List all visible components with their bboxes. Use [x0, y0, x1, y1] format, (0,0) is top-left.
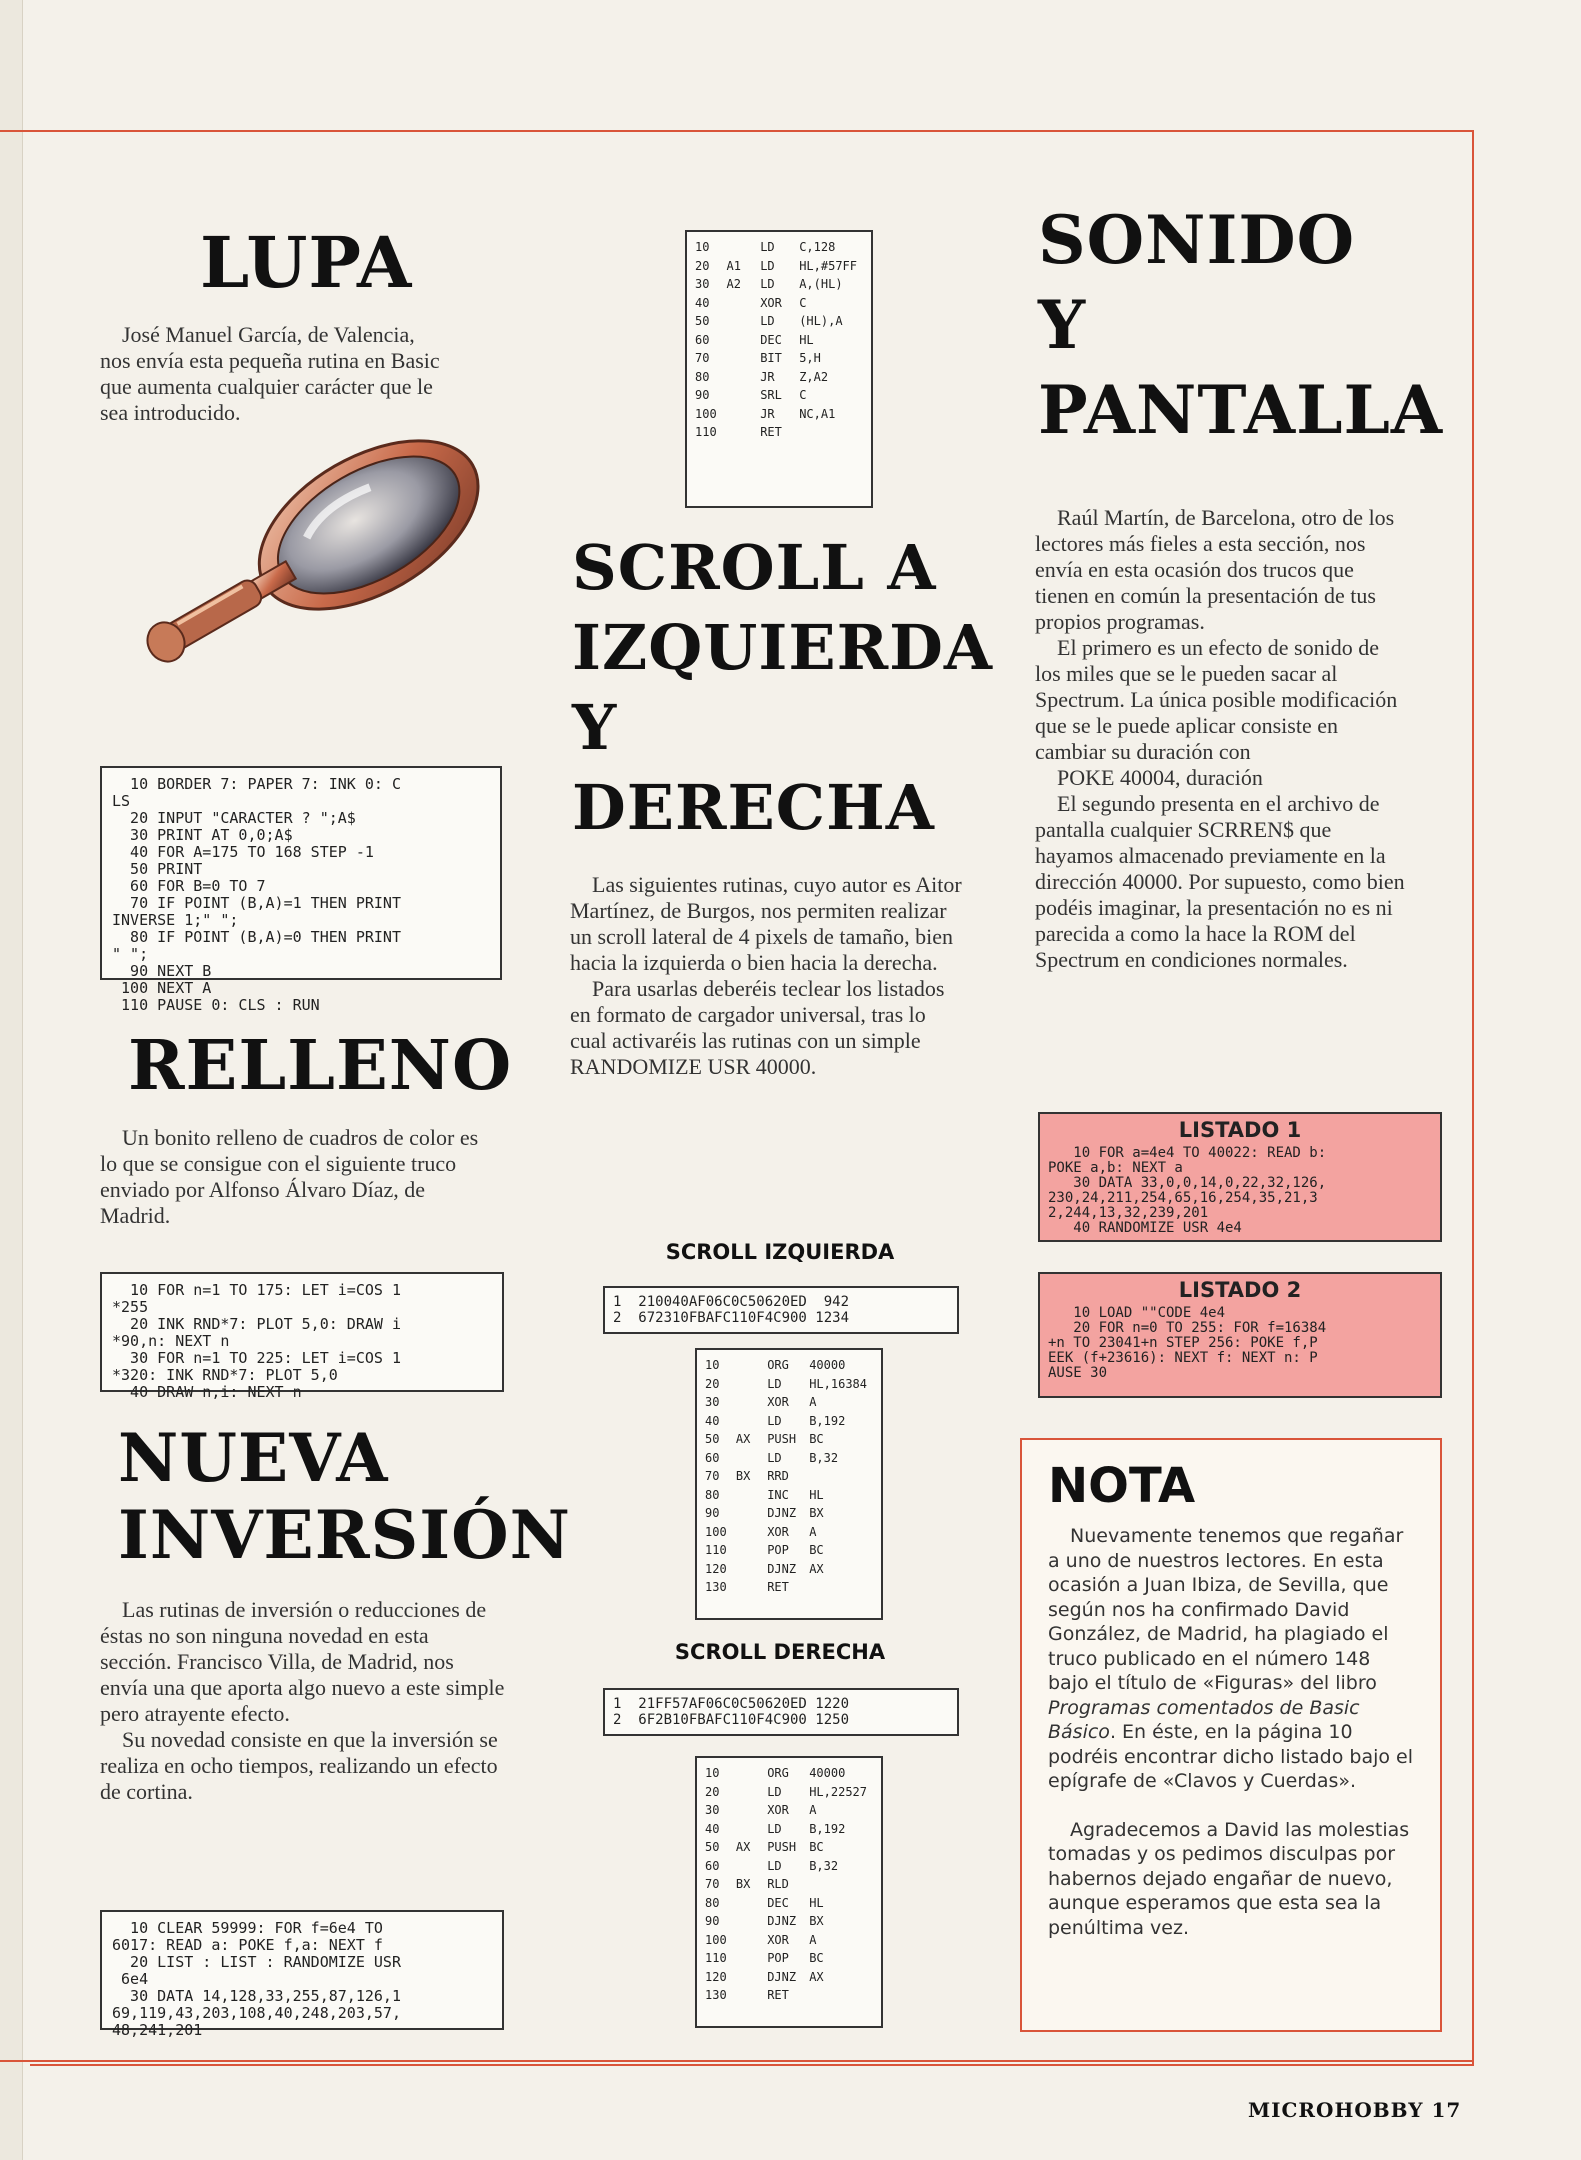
asm-cell: BX	[735, 1877, 751, 1891]
asm-cell: LD	[767, 1450, 782, 1465]
asm-line	[695, 312, 863, 331]
sonido-paragraph-1: Raúl Martín, de Barcelona, otro de los lectores más fieles a esta sección, nos envía en esta ocasión dos trucos que tienen en común la presentación de tus propios programas.	[1035, 505, 1395, 634]
asm-cell: BC	[809, 1951, 824, 1965]
inversion-listing: 10 CLEAR 59999: FOR f=6e4 TO 6017: READ a: POKE f,a: NEXT f 20 LIST : LIST : RANDOMIZE USR 6e4 30 DATA 14,128,33,255,87,126,1 69,119,43,203,108,40,248,203,57, 48,241,201	[100, 1910, 504, 2030]
asm-cell: ORG	[767, 1766, 789, 1780]
asm-cell: 50	[695, 314, 710, 328]
asm-cell	[727, 423, 761, 442]
sonido-paragraph-3: POKE 40004, duración	[1057, 765, 1263, 790]
listado2-box	[1038, 1272, 1442, 1398]
asm-cell: RET	[767, 1580, 789, 1594]
asm-cell: B,32	[809, 1450, 839, 1465]
asm-cell	[727, 238, 761, 257]
asm-cell: 10	[705, 1766, 720, 1780]
asm-cell: RRD	[767, 1469, 789, 1483]
asm-cell: LD	[760, 314, 775, 328]
nota-body	[1048, 1524, 1414, 1940]
asm-cell: AX	[735, 1432, 751, 1446]
asm-cell: AX	[735, 1840, 751, 1854]
asm-cell: LD	[767, 1376, 782, 1391]
lupa-listing: 10 BORDER 7: PAPER 7: INK 0: C LS 20 INPUT "CARACTER ? ";A$ 30 PRINT AT 0,0;A$ 40 FOR A=175 TO 168 STEP -1 50 PRINT 60 FOR B=0 TO 7 70 IF POINT (B,A)=1 THEN PRINT INVERSE 1;" "; 80 IF POINT (B,A)=0 THEN PRINT " "; 90 NEXT B 100 NEXT A 110 PAUSE 0: CLS : RUN	[100, 766, 502, 980]
asm-listing-scroll-right	[695, 1756, 883, 2028]
asm-cell: XOR	[760, 295, 782, 310]
scroll-title-line4: DERECHA	[572, 771, 935, 844]
asm-cell: ORG	[767, 1358, 789, 1372]
asm-cell: HL	[799, 332, 814, 347]
nota-book-title: Programas comentados de Basic Básico	[1048, 1696, 1360, 1743]
asm-cell: A	[809, 1803, 817, 1817]
asm-cell: SRL	[760, 388, 782, 402]
asm-line	[705, 1801, 873, 1820]
asm-cell: 120	[705, 1561, 727, 1576]
asm-cell: XOR	[767, 1803, 789, 1817]
asm-cell	[736, 1820, 767, 1839]
scroll-paragraph-2: Para usarlas deberéis teclear los listados en formato de cargador universal, tras lo cual activaréis las rutinas con un simple RANDOMIZE USR 40000.	[570, 976, 945, 1079]
asm-cell: LD	[767, 1784, 782, 1799]
asm-cell	[736, 1412, 767, 1431]
asm-line	[705, 1541, 873, 1560]
asm-cell: (HL),A	[799, 314, 843, 328]
asm-line	[695, 368, 863, 387]
asm-line	[705, 1393, 873, 1412]
asm-line	[705, 1931, 873, 1950]
asm-cell: 70	[705, 1877, 720, 1891]
asm-cell: NC,A1	[799, 406, 836, 421]
scroll-title-line2: IZQUIERDA	[572, 611, 993, 684]
asm-cell	[736, 1449, 767, 1468]
scroll-left-label: SCROLL IZQUIERDA	[665, 1240, 895, 1264]
asm-cell	[736, 1894, 767, 1913]
nota-box	[1020, 1438, 1442, 2032]
asm-cell: INC	[767, 1487, 789, 1502]
asm-cell	[736, 1801, 767, 1820]
sonido-title-line1: SONIDO	[1038, 201, 1356, 279]
asm-line	[705, 1783, 873, 1802]
asm-cell: PUSH	[767, 1432, 797, 1446]
asm-cell: 40	[695, 295, 710, 310]
lupa-paragraph: José Manuel García, de Valencia, nos envía esta pequeña rutina en Basic que aumenta cualquier carácter que le sea introducido.	[100, 322, 440, 425]
asm-cell: 30	[695, 277, 710, 291]
asm-line	[705, 1968, 873, 1987]
listado2-title: LISTADO 2	[1178, 1278, 1302, 1302]
asm-cell: A	[809, 1932, 817, 1947]
listado1-code: 10 FOR a=4e4 TO 40022: READ b: POKE a,b: NEXT a 30 DATA 33,0,0,14,0,22,32,126, 230,24,211,254,65,16,254,35,21,3 2,244,13,32,239,201 40 RANDOMIZE USR 4e4	[1048, 1145, 1327, 1236]
asm-cell: BC	[809, 1432, 824, 1446]
asm-cell: 110	[705, 1543, 727, 1557]
asm-line	[695, 349, 863, 368]
asm-cell: A	[809, 1395, 817, 1409]
asm-cell: HL	[809, 1487, 824, 1502]
asm-cell: BC	[809, 1840, 824, 1854]
page-gutter	[0, 0, 23, 2160]
asm-line	[705, 1504, 873, 1523]
scroll-title-line3: Y	[572, 691, 618, 764]
asm-cell: B,192	[809, 1413, 846, 1428]
asm-line	[705, 1986, 873, 2005]
asm-cell: 10	[695, 240, 710, 254]
asm-line	[705, 1949, 873, 1968]
sonido-paragraph-4: El segundo presenta en el archivo de pantalla cualquier SCRREN$ que hayamos almacenado previamente en la dirección 40000. Por supuesto, como bien podéis imaginar, la presentación no es ni parecida a como la hace la ROM del Spectrum en condiciones normales.	[1035, 791, 1405, 972]
asm-cell: XOR	[767, 1932, 789, 1947]
inversion-title-line1: NUEVA	[118, 1419, 389, 1497]
asm-line	[695, 331, 863, 350]
asm-line	[705, 1894, 873, 1913]
asm-cell	[727, 331, 761, 350]
asm-cell: 20	[695, 258, 710, 273]
asm-line	[695, 275, 863, 294]
asm-cell: JR	[760, 406, 775, 421]
asm-cell: 60	[705, 1450, 720, 1465]
asm-cell: 60	[705, 1858, 720, 1873]
asm-cell	[736, 1764, 767, 1783]
asm-listing-scroll-left	[695, 1348, 883, 1620]
scroll-body	[570, 872, 965, 1080]
asm-cell	[799, 423, 863, 442]
asm-line	[705, 1375, 873, 1394]
asm-cell: 90	[705, 1914, 720, 1928]
asm-line	[705, 1430, 873, 1449]
asm-line	[705, 1875, 873, 1894]
asm-cell: 120	[705, 1969, 727, 1984]
asm-cell: AX	[809, 1561, 824, 1576]
scroll-left-hex: 1 210040AF06C0C50620ED 942 2 672310FBAFC110F4C900 1234	[603, 1286, 959, 1334]
asm-line	[695, 238, 863, 257]
asm-cell	[809, 1875, 873, 1894]
asm-cell: RET	[767, 1988, 789, 2002]
asm-cell: LD	[767, 1858, 782, 1873]
asm-cell	[736, 1560, 767, 1579]
asm-cell	[727, 349, 761, 368]
asm-cell: LD	[767, 1413, 782, 1428]
asm-cell: 100	[695, 406, 717, 421]
asm-cell: 20	[705, 1376, 720, 1391]
asm-cell: A1	[726, 258, 741, 273]
asm-cell: 70	[695, 351, 710, 365]
asm-cell: POP	[767, 1951, 789, 1965]
asm-cell	[736, 1486, 767, 1505]
asm-line	[705, 1356, 873, 1375]
asm-cell: C	[799, 388, 807, 402]
relleno-paragraph: Un bonito relleno de cuadros de color es lo que se consigue con el siguiente truco enviado por Alfonso Álvaro Díaz, de Madrid.	[100, 1125, 479, 1228]
sonido-title-line2: Y	[1038, 286, 1087, 364]
sonido-body	[1035, 505, 1405, 973]
asm-cell	[736, 1986, 767, 2005]
asm-line	[705, 1523, 873, 1542]
asm-line	[705, 1764, 873, 1783]
asm-cell: 50	[705, 1840, 720, 1854]
nota-title: NOTA	[1048, 1458, 1196, 1514]
asm-cell: 40000	[809, 1766, 846, 1780]
asm-line	[705, 1486, 873, 1505]
inversion-body	[100, 1597, 505, 1805]
asm-cell: 30	[705, 1803, 720, 1817]
inversion-paragraph-2: Su novedad consiste en que la inversión se realiza en ocho tiempos, realizando un efecto de cortina.	[100, 1727, 498, 1804]
listado2-code: 10 LOAD ""CODE 4e4 20 FOR n=0 TO 255: FOR f=16384 +n TO 23041+n STEP 256: POKE f,P EEK (f+23616): NEXT f: NEXT n: P AUSE 30	[1048, 1305, 1327, 1381]
asm-cell: 110	[705, 1951, 727, 1965]
asm-cell: A	[809, 1524, 817, 1539]
asm-cell	[809, 1467, 873, 1486]
asm-cell	[736, 1949, 767, 1968]
inversion-paragraph-1: Las rutinas de inversión o reducciones de éstas no son ninguna novedad en esta sección. Francisco Villa, de Madrid, nos envía una que aporta algo nuevo a este simple pero atrayente efecto.	[100, 1597, 505, 1726]
asm-table	[705, 1356, 873, 1597]
asm-cell: 10	[705, 1358, 720, 1372]
frame-bottom-rule	[0, 2060, 1474, 2062]
asm-line	[695, 386, 863, 405]
asm-cell	[736, 1968, 767, 1987]
nota-paragraph-2: Agradecemos a David las molestias tomadas y os pedimos disculpas por habernos dejado engañar de nuevo, aunque esperamos que esta sea la penúltima vez.	[1048, 1818, 1410, 1939]
asm-line	[695, 405, 863, 424]
asm-cell: 20	[705, 1784, 720, 1799]
asm-cell: JR	[760, 369, 775, 384]
asm-line	[705, 1820, 873, 1839]
asm-cell: RLD	[767, 1877, 789, 1891]
asm-cell: LD	[767, 1821, 782, 1836]
asm-table	[695, 238, 863, 442]
asm-cell	[736, 1857, 767, 1876]
scroll-right-hex: 1 21FF57AF06C0C50620ED 1220 2 6F2B10FBAFC110F4C900 1250	[603, 1688, 959, 1736]
asm-line	[705, 1838, 873, 1857]
asm-cell: LD	[760, 277, 775, 291]
asm-cell: C,128	[799, 240, 836, 254]
asm-cell: BIT	[760, 351, 782, 365]
asm-cell: 80	[705, 1895, 720, 1910]
relleno-title: RELLENO	[128, 1026, 513, 1106]
asm-cell: HL,#57FF	[799, 258, 857, 273]
lupa-title: LUPA	[200, 221, 413, 304]
scroll-paragraph-1: Las siguientes rutinas, cuyo autor es Aitor Martínez, de Burgos, nos permiten realizar un scroll lateral de 4 pixels de tamaño, bien hacia la izquierda o bien hacia la derecha.	[570, 872, 962, 975]
asm-cell: DJNZ	[767, 1914, 797, 1928]
sonido-title-line3: PANTALLA	[1038, 371, 1444, 449]
asm-cell: 40	[705, 1821, 720, 1836]
asm-cell: XOR	[767, 1524, 789, 1539]
asm-cell: DJNZ	[767, 1969, 797, 1984]
asm-cell: HL,22527	[809, 1784, 867, 1799]
asm-cell: 80	[705, 1487, 720, 1502]
lupa-body	[100, 322, 440, 426]
asm-line	[705, 1578, 873, 1597]
asm-cell: A,(HL)	[799, 277, 843, 291]
asm-cell: BX	[809, 1914, 824, 1928]
asm-cell: Z,A2	[799, 369, 829, 384]
asm-cell: 40	[705, 1413, 720, 1428]
asm-cell: 50	[705, 1432, 720, 1446]
asm-cell: 30	[705, 1395, 720, 1409]
asm-cell: POP	[767, 1543, 789, 1557]
asm-cell: 100	[705, 1524, 727, 1539]
asm-cell	[736, 1912, 767, 1931]
asm-cell	[727, 386, 761, 405]
listado1-box	[1038, 1112, 1442, 1242]
inversion-title-line2: INVERSIÓN	[118, 1496, 571, 1574]
magnifying-glass-icon	[100, 420, 520, 720]
asm-cell	[736, 1578, 767, 1597]
asm-cell	[727, 368, 761, 387]
asm-cell: HL,16384	[809, 1376, 867, 1391]
asm-cell: 90	[695, 388, 710, 402]
asm-cell: LD	[760, 240, 775, 254]
asm-cell: 5,H	[799, 351, 821, 365]
asm-table	[705, 1764, 873, 2005]
asm-cell: DJNZ	[767, 1506, 797, 1520]
scroll-right-label: SCROLL DERECHA	[674, 1640, 886, 1664]
asm-cell	[727, 312, 761, 331]
asm-cell	[736, 1931, 767, 1950]
asm-cell	[736, 1375, 767, 1394]
sonido-paragraph-2: El primero es un efecto de sonido de los miles que se le pueden sacar al Spectrum. La única posible modificación que se le puede aplicar consiste en cambiar su duración con	[1035, 635, 1398, 764]
nota-p1-a: Nuevamente tenemos que regañar a uno de nuestros lectores. En esta ocasión a Juan Ibiza, de Sevilla, que según nos ha confirmado David González, de Madrid, ha plagiado el truco publicado en el número 148 bajo el título de «Figuras» del libro	[1048, 1525, 1404, 1694]
asm-line	[705, 1560, 873, 1579]
relleno-listing: 10 FOR n=1 TO 175: LET i=COS 1 *255 20 INK RND*7: PLOT 5,0: DRAW i *90,n: NEXT n 30 FOR n=1 TO 225: LET i=COS 1 *320: INK RND*7: PLOT 5,0 40 DRAW n,i: NEXT n	[100, 1272, 504, 1392]
asm-cell	[809, 1578, 873, 1597]
asm-cell: LD	[760, 258, 775, 273]
relleno-body	[100, 1125, 500, 1229]
asm-line	[705, 1912, 873, 1931]
asm-cell: PUSH	[767, 1840, 797, 1854]
listado1-title: LISTADO 1	[1178, 1118, 1302, 1142]
asm-cell: 60	[695, 332, 710, 347]
scroll-title-line1: SCROLL A	[572, 531, 937, 604]
asm-cell: RET	[760, 425, 782, 439]
asm-cell: BC	[809, 1543, 824, 1557]
asm-cell: 130	[705, 1580, 727, 1594]
asm-cell: 80	[695, 369, 710, 384]
page-footer: MICROHOBBY 17	[1248, 2098, 1462, 2122]
asm-cell: 90	[705, 1506, 720, 1520]
asm-line	[705, 1467, 873, 1486]
asm-cell	[736, 1356, 767, 1375]
asm-cell	[736, 1393, 767, 1412]
asm-cell: DEC	[767, 1895, 789, 1910]
asm-cell: 110	[695, 425, 717, 439]
nota-p1-b: . En éste, en la página 10 podréis encontrar dicho listado bajo el epígrafe de «Clavos y Cuerdas».	[1048, 1721, 1414, 1792]
asm-cell: DEC	[760, 332, 782, 347]
asm-cell	[736, 1504, 767, 1523]
asm-cell	[809, 1986, 873, 2005]
asm-line	[705, 1857, 873, 1876]
asm-cell: 130	[705, 1988, 727, 2002]
asm-line	[705, 1412, 873, 1431]
asm-cell: HL	[809, 1895, 824, 1910]
asm-cell: XOR	[767, 1395, 789, 1409]
asm-cell	[727, 294, 761, 313]
asm-cell	[736, 1523, 767, 1542]
asm-cell: A2	[726, 277, 741, 291]
asm-cell: AX	[809, 1969, 824, 1984]
asm-line	[695, 294, 863, 313]
asm-cell: BX	[735, 1469, 751, 1483]
asm-cell: C	[799, 295, 807, 310]
asm-cell: 40000	[809, 1358, 846, 1372]
asm-cell: DJNZ	[767, 1561, 797, 1576]
asm-cell: B,32	[809, 1858, 839, 1873]
asm-line	[705, 1449, 873, 1468]
asm-cell	[736, 1541, 767, 1560]
asm-cell: BX	[809, 1506, 824, 1520]
asm-cell: 100	[705, 1932, 727, 1947]
asm-cell	[736, 1783, 767, 1802]
nota-paragraph-1	[1048, 1524, 1414, 1794]
asm-cell	[727, 405, 761, 424]
asm-listing-inversion	[685, 230, 873, 508]
asm-cell: 70	[705, 1469, 720, 1483]
asm-cell: B,192	[809, 1821, 846, 1836]
asm-line	[695, 257, 863, 276]
asm-line	[695, 423, 863, 442]
